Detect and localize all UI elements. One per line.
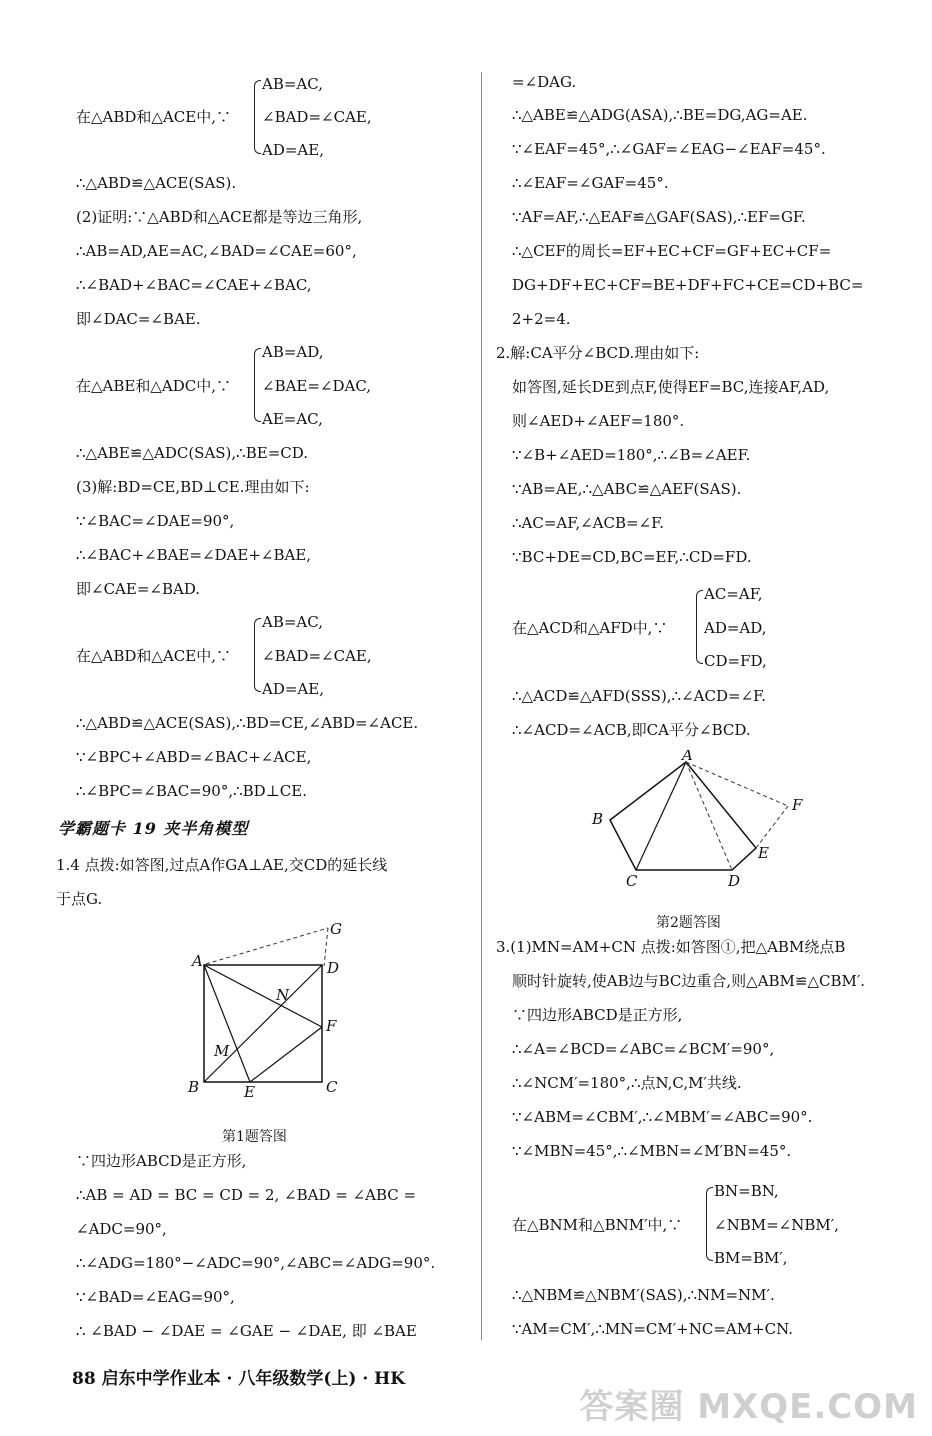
text-line: (3)解:BD=CE,BD⊥CE.理由如下: (76, 478, 310, 496)
brace5-line-b: ∠NBM=∠NBM′, (714, 1216, 839, 1234)
text-line: ∴AB = AD = BC = CD = 2, ∠BAD = ∠ABC = (76, 1186, 417, 1204)
text-line: ∵∠ABM=∠CBM′,∴∠MBM′=∠ABC=90°. (512, 1108, 813, 1126)
brace3-line-a: AB=AC, (262, 613, 323, 631)
text-line: 2+2=4. (512, 310, 571, 328)
text-line: 2.解:CA平分∠BCD.理由如下: (496, 344, 700, 362)
text-line: ∴△ACD≌△AFD(SSS),∴∠ACD=∠F. (512, 687, 766, 705)
text-line: ∵四边形ABCD是正方形, (76, 1152, 247, 1170)
section-heading: 学霸题卡 19 夹半角模型 (58, 819, 249, 838)
fig1-label-c: C (326, 1078, 338, 1096)
text-line: (2)证明:∵△ABD和△ACE都是等边三角形, (76, 208, 363, 226)
text-line: ∴△ABD≌△ACE(SAS),∴BD=CE,∠ABD=∠ACE. (76, 714, 419, 732)
figure-2-caption: 第2题答图 (656, 915, 721, 931)
text-line: ∵∠BAD=∠EAG=90°, (76, 1288, 235, 1306)
text-line: ∴△ABE≌△ADC(SAS),∴BE=CD. (76, 444, 309, 462)
fig1-line-ag (206, 928, 328, 964)
brace2-line-c: AE=AC, (262, 410, 323, 428)
fig2-label-e: E (758, 844, 769, 862)
brace5-line-a: BN=BN, (714, 1182, 779, 1200)
fig1-label-g: G (330, 920, 342, 938)
fig2-label-a: A (682, 750, 693, 764)
text-line: ∴∠BAC+∠BAE=∠DAE+∠BAE, (76, 546, 312, 564)
fig2-label-b: B (592, 810, 604, 828)
text-line: 3.(1)MN=AM+CN 点拨:如答图①,把△ABM绕点B (496, 938, 846, 956)
fig1-label-b: B (188, 1078, 200, 1096)
fig1-label-d: D (327, 959, 340, 977)
fig2-label-c: C (626, 872, 638, 890)
text-line: 即∠CAE=∠BAD. (76, 580, 201, 598)
fig2-line-ef (756, 806, 788, 848)
brace1 (254, 80, 261, 154)
figure-2-pentagon-diagram (580, 750, 820, 895)
brace5-line-c: BM=BM′, (714, 1249, 788, 1267)
brace5 (706, 1187, 713, 1261)
fig1-label-a: A (192, 952, 203, 970)
brace1-line-a: AB=AC, (262, 75, 323, 93)
brace4-line-c: CD=FD, (704, 652, 767, 670)
fig1-label-f: F (326, 1017, 337, 1035)
brace5-prefix: 在△BNM和△BNM′中,∵ (512, 1216, 683, 1234)
text-line: 于点G. (56, 890, 103, 908)
text-line: ∵四边形ABCD是正方形, (512, 1006, 683, 1024)
brace3-prefix: 在△ABD和△ACE中,∵ (76, 647, 231, 665)
brace2 (254, 348, 261, 422)
brace3-line-c: AD=AE, (262, 680, 324, 698)
fig1-label-n: N (276, 986, 290, 1004)
watermark: 答案圈 MXQE.COM (579, 1387, 918, 1427)
brace3 (254, 618, 261, 692)
text-line: ∵∠B+∠AED=180°,∴∠B=∠AEF. (512, 446, 751, 464)
brace1-line-b: ∠BAD=∠CAE, (262, 108, 372, 126)
text-line: ∴△ABE≌△ADG(ASA),∴BE=DG,AG=AE. (512, 106, 808, 124)
figure-1-caption: 第1题答图 (222, 1129, 287, 1145)
fig1-line-ef (250, 1027, 322, 1082)
fig2-line-ad (686, 762, 732, 870)
brace3-line-b: ∠BAD=∠CAE, (262, 647, 372, 665)
brace4-line-a: AC=AF, (704, 585, 763, 603)
fig2-pentagon (610, 762, 756, 870)
brace1-prefix: 在△ABD和△ACE中,∵ (76, 108, 231, 126)
text-line: ∵AF=AF,∴△EAF≌△GAF(SAS),∴EF=GF. (512, 208, 806, 226)
text-line: ∴△NBM≌△NBM′(SAS),∴NM=NM′. (512, 1286, 775, 1304)
text-line: ∵∠EAF=45°,∴∠GAF=∠EAG−∠EAF=45°. (512, 140, 826, 158)
text-line: ∵AM=CM′,∴MN=CM′+NC=AM+CN. (512, 1320, 794, 1338)
text-line: 则∠AED+∠AEF=180°. (512, 412, 685, 430)
figure-1-square-diagram (184, 918, 344, 1098)
text-line: ∴∠ACD=∠ACB,即CA平分∠BCD. (512, 721, 751, 739)
fig2-line-af (686, 762, 788, 806)
text-line: ∵BC+DE=CD,BC=EF,∴CD=FD. (512, 548, 752, 566)
brace4-line-b: AD=AD, (704, 619, 767, 637)
text-line: ∴△CEF的周长=EF+EC+CF=GF+EC+CF= (512, 242, 832, 260)
text-line: ∴ ∠BAD − ∠DAE = ∠GAE − ∠DAE, 即 ∠BAE (76, 1322, 417, 1340)
text-line: ∠ADC=90°, (76, 1220, 167, 1238)
text-line: ∴AC=AF,∠ACB=∠F. (512, 514, 664, 532)
text-line: 如答图,延长DE到点F,使得EF=BC,连接AF,AD, (512, 378, 830, 396)
text-line: ∴∠EAF=∠GAF=45°. (512, 174, 669, 192)
fig2-label-d: D (728, 872, 741, 890)
text-line: ∵∠BPC+∠ABD=∠BAC+∠ACE, (76, 748, 312, 766)
brace2-prefix: 在△ABE和△ADC中,∵ (76, 377, 231, 395)
text-line: ∵∠MBN=45°,∴∠MBN=∠M′BN=45°. (512, 1142, 792, 1160)
text-line: ∴△ABD≌△ACE(SAS). (76, 174, 237, 192)
text-line: 1.4 点拨:如答图,过点A作GA⊥AE,交CD的延长线 (56, 856, 388, 874)
text-line: ∵∠BAC=∠DAE=90°, (76, 512, 235, 530)
fig1-label-e: E (244, 1083, 255, 1098)
fig1-line-af (204, 965, 322, 1027)
text-line: 顺时针旋转,使AB边与BC边重合,则△ABM≌△CBM′. (512, 972, 866, 990)
fig1-label-m: M (214, 1042, 230, 1060)
brace4 (696, 590, 703, 664)
text-line: =∠DAG. (512, 73, 577, 91)
page-footer: 88 启东中学作业本 · 八年级数学(上) · HK (72, 1369, 406, 1389)
brace1-line-c: AD=AE, (262, 141, 324, 159)
brace4-prefix: 在△ACD和△AFD中,∵ (512, 619, 668, 637)
text-line: ∵AB=AE,∴△ABC≌△AEF(SAS). (512, 480, 742, 498)
text-line: 即∠DAC=∠BAE. (76, 310, 201, 328)
fig2-label-f: F (792, 796, 803, 814)
text-line: ∴∠BPC=∠BAC=90°,∴BD⊥CE. (76, 782, 307, 800)
text-line: ∴AB=AD,AE=AC,∠BAD=∠CAE=60°, (76, 242, 357, 260)
text-line: ∴∠NCM′=180°,∴点N,C,M′共线. (512, 1074, 742, 1092)
text-line: ∴∠BAD+∠BAC=∠CAE+∠BAC, (76, 276, 312, 294)
text-line: ∴∠A=∠BCD=∠ABC=∠BCM′=90°, (512, 1040, 775, 1058)
text-line: ∴∠ADG=180°−∠ADC=90°,∠ABC=∠ADG=90°. (76, 1254, 436, 1272)
column-divider (481, 72, 482, 1340)
brace2-line-a: AB=AD, (262, 343, 324, 361)
fig1-line-bd (204, 965, 322, 1082)
text-line: DG+DF+EC+CF=BE+DF+FC+CE=CD+BC= (512, 276, 864, 294)
fig2-line-ac (636, 762, 686, 870)
brace2-line-b: ∠BAE=∠DAC, (262, 377, 372, 395)
fig1-line-ae (204, 965, 250, 1082)
